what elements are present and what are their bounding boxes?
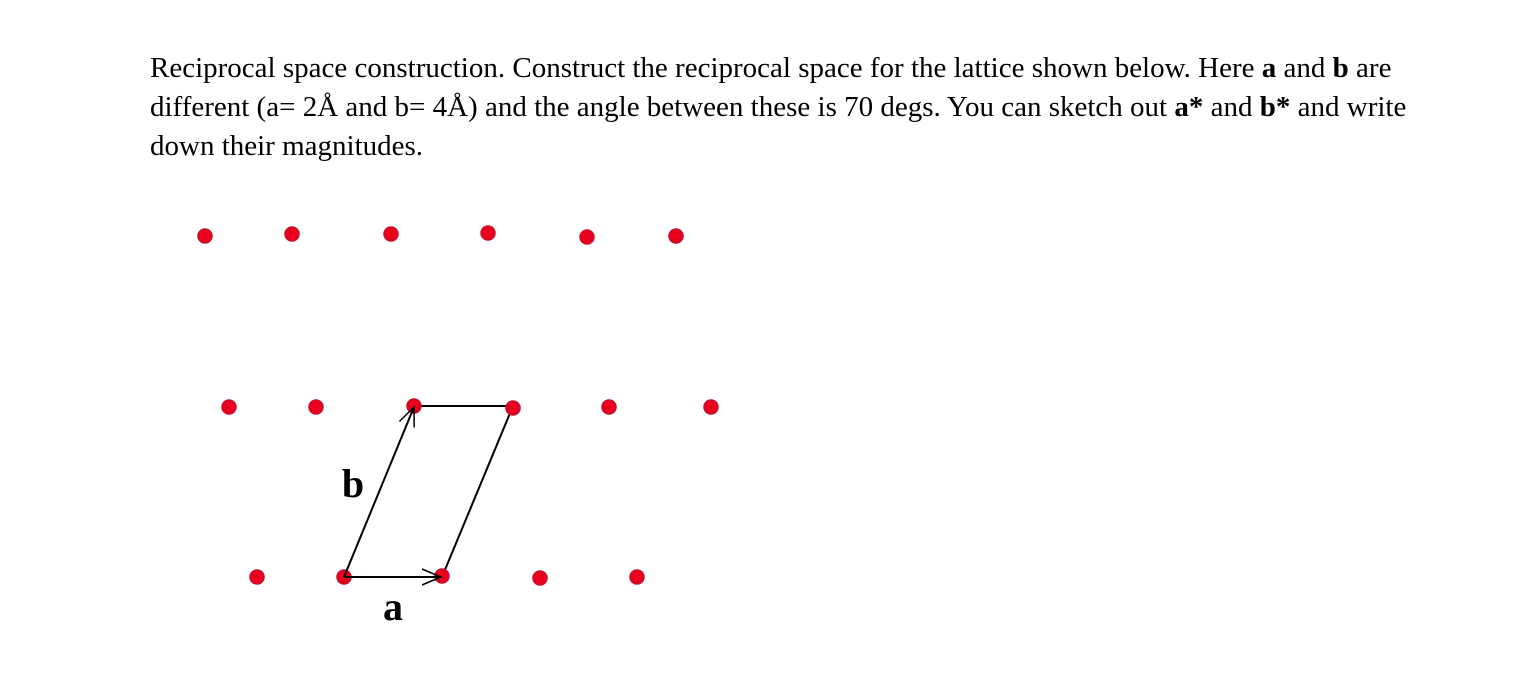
problem-text-part: are different (a= 2Å and b= 4Å) and the angle between these is 70 degs. You can sketch out (150, 52, 1392, 123)
lattice-point (250, 570, 264, 584)
problem-text-part: and (1276, 52, 1333, 84)
lattice-point (704, 400, 718, 414)
cell-edge-right (442, 406, 513, 577)
vector-a-symbol: a (1261, 52, 1277, 84)
lattice-point (309, 400, 323, 414)
lattice-point (580, 230, 594, 244)
vector-b-symbol: b (1332, 52, 1349, 84)
lattice-point (669, 229, 683, 243)
vector-a-star-symbol: a* (1174, 91, 1204, 123)
lattice-point (533, 571, 547, 585)
vector-b-label: b (341, 461, 365, 506)
lattice-point (407, 399, 421, 413)
lattice-point (384, 227, 398, 241)
lattice-point (481, 226, 495, 240)
lattice-point (285, 227, 299, 241)
problem-text-part: and write down their magnitudes. (150, 91, 1407, 162)
problem-text-part: Reciprocal space construction. Construct the reciprocal space for the lattice shown below. Here (150, 52, 1262, 84)
vector-b-star-symbol: b* (1259, 91, 1291, 123)
problem-text-part: and (1203, 91, 1260, 123)
lattice-point (222, 400, 236, 414)
lattice-point (602, 400, 616, 414)
lattice-point (630, 570, 644, 584)
lattice-point (198, 229, 212, 243)
lattice-point (506, 401, 520, 415)
vector-a-label: a (383, 584, 403, 629)
